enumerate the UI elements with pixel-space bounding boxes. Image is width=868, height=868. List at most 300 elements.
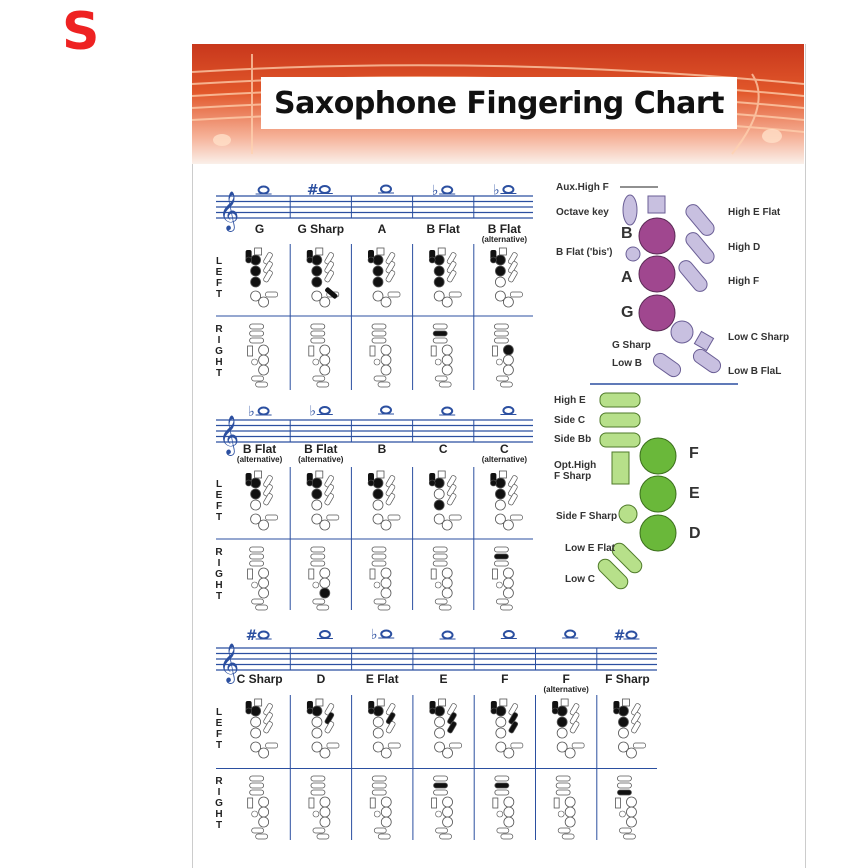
aux-high-f-key [648,196,665,213]
left-finger-key [495,489,505,499]
right-finger-key [381,817,391,827]
left-pinky-table [388,292,400,297]
side-key [250,790,264,795]
left-finger-key [373,706,383,716]
right-finger-key [503,588,513,598]
accidental-flat-icon: ♭ [248,404,255,420]
low-e-flat-key [252,599,264,604]
low-c-key [317,382,329,387]
opt-high-f-sharp-key [370,346,375,356]
left-finger-key [495,266,505,276]
low-c-key [500,382,512,387]
side-key [250,331,264,336]
side-key [311,561,325,566]
side-key [495,776,509,781]
side-f-sharp-key [252,359,258,365]
right-finger-key [320,568,330,578]
accidental-flat-icon: ♭ [370,627,378,643]
side-key [433,554,447,559]
note-name: C Sharp [236,672,283,686]
side-key [494,547,508,552]
side-key [494,561,508,566]
right-finger-key [503,578,513,588]
accidental-sharp-icon: # [245,628,258,644]
left-finger-key [434,266,444,276]
low-e-flat-key [436,828,448,833]
opt-high-f-sharp-key [309,569,314,579]
accidental-flat-icon: ♭ [431,183,439,199]
note-name: B Flat [487,222,522,236]
left-pinky-table [511,743,523,748]
seller-badge: S [62,2,100,62]
right-finger-key [442,365,452,375]
aux-key [377,248,384,255]
side-f-sharp-key [374,582,380,588]
side-key [311,547,325,552]
left-finger-key [312,717,322,727]
side-f-sharp-key-shape [619,505,637,523]
chart-title: Saxophone Fingering Chart [274,85,724,121]
left-finger-key [618,706,628,716]
left-pinky-table [266,515,278,520]
note-name: G [254,222,265,236]
right-finger-key [259,345,269,355]
aux-key [499,248,506,255]
low-c-key [562,834,574,839]
bis-key [368,708,374,714]
side-key [372,331,386,336]
side-key [372,783,386,788]
low-e-flat-key [496,376,508,381]
left-pinky-key [381,297,391,307]
low-b-key [651,351,684,380]
left-hand-label: L E F T [215,707,223,751]
side-key [434,776,448,781]
fingering-section-2 [216,407,533,611]
left-pinky-key [320,520,330,530]
note-alternative-tag: (alternative) [236,455,283,464]
side-f-sharp-key [496,359,502,365]
opt-high-f-sharp-key [431,346,436,356]
side-key [250,554,264,559]
low-e-flat-key [313,376,325,381]
left-finger-key [312,500,322,510]
right-main-key [640,476,676,512]
low-c-sharp-key [694,331,713,350]
left-pinky-table [327,743,339,748]
low-c-key [439,605,451,610]
label-opt-high: Opt.High [554,460,597,471]
low-e-flat-key [374,828,386,833]
side-key [433,331,447,336]
aux-key [439,699,446,706]
side-key [311,331,325,336]
side-f-sharp-key [436,811,442,817]
aux-key [255,699,262,706]
left-finger-key [557,728,567,738]
side-f-sharp-key [313,811,319,817]
right-finger-key [320,578,330,588]
opt-high-f-sharp-key-shape [612,452,629,484]
left-pinky-key [320,297,330,307]
label-g-sharp: G Sharp [612,340,651,351]
right-finger-key [381,345,391,355]
right-finger-key [503,365,513,375]
side-key [433,561,447,566]
left-finger-key [435,717,445,727]
low-e-flat-key [374,599,386,604]
note-name: C [438,442,448,456]
low-c-key [317,605,329,610]
low-c-key [378,834,390,839]
left-finger-key [312,728,322,738]
side-key [250,561,264,566]
left-finger-key [434,255,444,265]
note-name: F [562,672,570,686]
big-letter-f: F [689,445,699,462]
right-finger-key [381,588,391,598]
accidental-sharp-icon: # [613,628,626,644]
low-c-key [256,382,268,387]
note-name: F [501,672,509,686]
left-finger-key [373,277,383,287]
left-finger-key [251,489,261,499]
left-finger-key [312,489,322,499]
low-c-key [501,834,513,839]
note-head [320,407,330,414]
low-c-key [378,382,390,387]
left-hand-label: L E F T [215,479,223,523]
bis-key [552,708,558,714]
left-pinky-key [320,748,330,758]
right-finger-key [259,817,269,827]
side-key [494,338,508,343]
left-pinky-key [259,520,269,530]
label-high-d: High D [728,242,761,253]
right-finger-key [320,588,330,598]
g-sharp-key-shape [671,321,693,343]
side-key [250,783,264,788]
side-key [372,790,386,795]
side-f-sharp-key [558,811,564,817]
right-finger-key [320,365,330,375]
left-finger-key [312,255,322,265]
left-pinky-table [510,292,522,297]
left-finger-key [495,255,505,265]
low-e-flat-key [497,828,509,833]
side-f-sharp-key [496,582,502,588]
right-finger-key [259,588,269,598]
low-e-flat-key [252,376,264,381]
side-f-sharp-key [313,582,319,588]
left-finger-key [434,489,444,499]
left-finger-key [557,706,567,716]
side-key [372,561,386,566]
note-head [259,408,269,415]
note-head [503,186,513,193]
side-f-sharp-key [497,811,503,817]
left-pinky-key [503,520,513,530]
note-name: E Flat [365,672,399,686]
label-b-flat-bis: B Flat ('bis') [556,247,613,258]
opt-high-f-sharp-key [370,798,375,808]
note-head [504,631,514,638]
left-finger-key [251,706,261,716]
low-c-key [500,605,512,610]
side-key [433,338,447,343]
fingering-section-1 [216,186,533,391]
bis-key [429,480,435,486]
left-pinky-key [259,297,269,307]
left-hand-label: L E F T [215,256,223,300]
right-finger-key [504,817,514,827]
left-finger-key [373,500,383,510]
side-key [372,547,386,552]
label-high-e: High E [554,395,586,406]
aux-key [316,699,323,706]
left-finger-key [495,277,505,287]
low-e-flat-key [435,599,447,604]
left-finger-key [496,717,506,727]
side-key [433,547,447,552]
low-e-flat-key [435,376,447,381]
left-pinky-key [442,520,452,530]
right-finger-key [259,355,269,365]
low-c-key [440,834,452,839]
accidental-sharp-icon: # [306,182,319,199]
opt-high-f-sharp-key [309,346,314,356]
fingering-section-3 [216,631,657,841]
bis-key-shape [626,247,640,261]
note-name: B Flat [242,442,277,456]
left-pinky-table [388,743,400,748]
left-finger-key [373,489,383,499]
side-key [250,338,264,343]
note-name: B Flat [304,442,338,456]
left-finger-key [373,266,383,276]
label-f-sharp: F Sharp [554,471,592,482]
bis-key [490,480,496,486]
right-finger-key [259,797,269,807]
label-low-b: Low B [612,358,642,369]
opt-high-f-sharp-key [615,798,620,808]
note-name: D [316,672,326,686]
high-e-flat-key [683,202,717,239]
right-finger-key [259,807,269,817]
note-head [320,631,330,638]
right-finger-key [443,807,453,817]
right-finger-key [503,568,513,578]
left-pinky-table [327,515,339,520]
right-finger-key [626,797,636,807]
aux-key [377,699,384,706]
bis-key [307,708,313,714]
side-key [495,783,509,788]
aux-key [255,248,262,255]
right-hand-label: R I G H T [215,547,223,602]
low-c-key [439,382,451,387]
accidental-flat-icon: ♭ [309,403,317,420]
opt-high-f-sharp-key [309,798,314,808]
low-c-key [623,834,635,839]
big-letter-d: D [689,525,701,542]
bis-key [307,257,313,263]
opt-high-f-sharp-key [492,569,497,579]
note-alternative-tag: (alternative) [481,455,528,464]
side-key [434,783,448,788]
label-low-c: Low C [565,574,595,585]
aux-key [438,471,445,478]
low-c-key [256,605,268,610]
right-hand-label: R I G H T [215,324,223,379]
left-finger-key [435,706,445,716]
side-key [372,324,386,329]
side-key [494,554,508,559]
left-pinky-key [442,297,452,307]
note-head [381,631,391,638]
note-head [503,407,513,414]
treble-clef-icon: 𝄞 [218,643,240,683]
opt-high-f-sharp-key [493,798,498,808]
left-finger-key [373,717,383,727]
left-finger-key [434,277,444,287]
right-finger-key [381,568,391,578]
right-finger-key [320,345,330,355]
label-low-c-sharp: Low C Sharp [728,332,790,343]
right-hand-key-diagram [595,393,676,592]
note-head [259,187,269,194]
bis-key [307,480,313,486]
bis-key [430,708,436,714]
side-c-key [600,413,640,427]
opt-high-f-sharp-key [248,346,253,356]
opt-high-f-sharp-key [370,569,375,579]
aux-key [255,471,262,478]
right-main-key [640,515,676,551]
left-finger-key [434,500,444,510]
right-finger-key [565,807,575,817]
note-name: G Sharp [297,222,345,236]
left-finger-key [496,706,506,716]
right-hand-label: R I G H T [215,776,223,831]
low-e-flat-key [252,828,264,833]
right-finger-key [626,817,636,827]
right-finger-key [626,807,636,817]
note-head [565,631,575,638]
side-key [250,547,264,552]
left-finger-key [251,478,261,488]
right-finger-key [443,797,453,807]
left-pinky-key [503,297,513,307]
side-f-sharp-key [313,359,319,365]
side-f-sharp-key [374,811,380,817]
opt-high-f-sharp-key [554,798,559,808]
bis-key [429,257,435,263]
label-aux-high-f: Aux.High F [556,182,609,193]
left-finger-key [312,266,322,276]
right-finger-key [565,797,575,807]
left-pinky-table [266,743,278,748]
treble-clef-icon: 𝄞 [218,415,240,455]
side-f-sharp-key [435,582,441,588]
left-pinky-key [381,520,391,530]
left-pinky-table [572,743,584,748]
right-finger-key [381,797,391,807]
label-low-b-flat: Low B FlaL [728,366,782,377]
side-key [311,783,325,788]
note-name: B [377,442,387,456]
right-finger-key [442,568,452,578]
right-finger-key [320,355,330,365]
side-key [434,790,448,795]
side-key [556,776,570,781]
right-finger-key [259,578,269,588]
right-finger-key [442,588,452,598]
left-finger-key [312,277,322,287]
right-finger-key [320,797,330,807]
side-f-sharp-key [374,359,380,365]
big-letter-b: B [621,225,633,242]
left-finger-key [251,500,261,510]
side-key [372,338,386,343]
label-high-e-flat: High E Flat [728,207,781,218]
left-pinky-key [626,748,636,758]
left-finger-key [434,478,444,488]
opt-high-f-sharp-key [248,569,253,579]
side-key [495,790,509,795]
right-finger-key [504,797,514,807]
aux-key [561,699,568,706]
right-finger-key [381,355,391,365]
side-key [372,776,386,781]
side-key [556,790,570,795]
right-finger-key [381,807,391,817]
opt-high-f-sharp-key [248,798,253,808]
side-key [311,324,325,329]
left-pinky-key [259,748,269,758]
side-key [250,324,264,329]
side-f-sharp-key [435,359,441,365]
note-alternative-tag: (alternative) [298,455,344,464]
bis-key [613,708,619,714]
left-finger-key [373,728,383,738]
bis-key [246,480,252,486]
low-e-flat-key [619,828,631,833]
left-pinky-table [388,515,400,520]
left-pinky-table [450,743,462,748]
right-finger-key [503,355,513,365]
note-head [442,187,452,194]
left-finger-key [373,478,383,488]
aux-key [500,699,507,706]
opt-high-f-sharp-key [492,346,497,356]
left-finger-key [251,728,261,738]
right-finger-key [443,817,453,827]
octave-key-shape [623,195,637,225]
right-finger-key [259,365,269,375]
note-name: B Flat [426,222,460,236]
note-name: A [377,222,387,236]
low-e-flat-key [496,599,508,604]
bis-key [490,257,496,263]
left-finger-key [557,717,567,727]
bis-key [246,708,252,714]
aux-key [622,699,629,706]
label-side-bb: Side Bb [554,434,592,445]
low-c-key [378,605,390,610]
left-finger-key [618,728,628,738]
left-finger-key [495,478,505,488]
